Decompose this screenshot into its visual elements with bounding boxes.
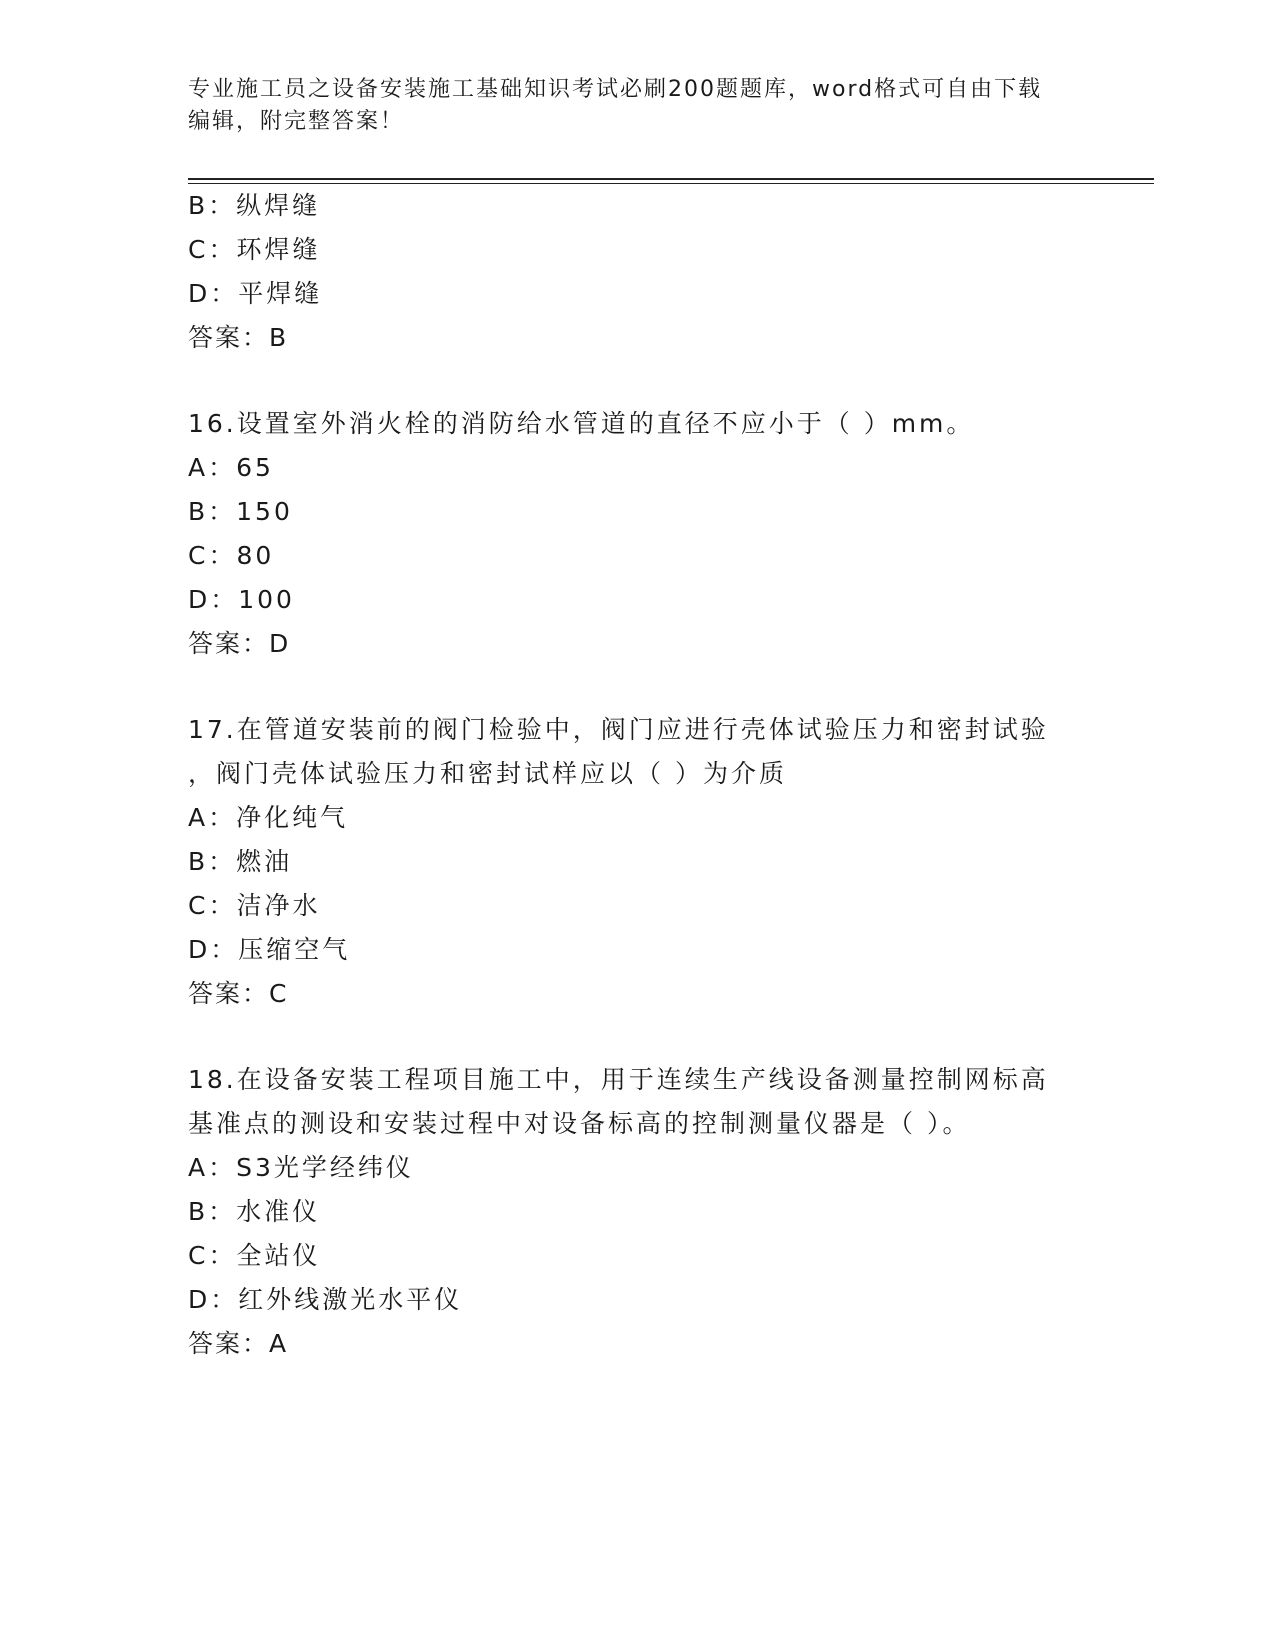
q17-answer: 答案：C bbox=[188, 979, 289, 1008]
prev-option-d: D：平焊缝 bbox=[188, 279, 323, 308]
header-divider-thin bbox=[188, 183, 1154, 184]
q17-stem-line-1: 17.在管道安装前的阀门检验中，阀门应进行壳体试验压力和密封试验 bbox=[188, 715, 1049, 744]
q17-stem-line-2: ，阀门壳体试验压力和密封试样应以（ ）为介质 bbox=[188, 759, 787, 788]
q17-option-d: D：压缩空气 bbox=[188, 935, 351, 964]
q18-answer: 答案：A bbox=[188, 1329, 289, 1358]
q16-option-b: B：150 bbox=[188, 497, 293, 526]
q17-option-c: C：洁净水 bbox=[188, 891, 321, 920]
header-title-line-1: 专业施工员之设备安装施工基础知识考试必刷200题题库，word格式可自由下载 bbox=[188, 77, 1043, 102]
q16-answer: 答案：D bbox=[188, 629, 291, 658]
document-header bbox=[188, 74, 1068, 138]
q17-option-a: A：净化纯气 bbox=[188, 803, 349, 832]
header-title-line-2: 编辑，附完整答案！ bbox=[188, 109, 405, 134]
q18-stem-line-1: 18.在设备安装工程项目施工中，用于连续生产线设备测量控制网标高 bbox=[188, 1065, 1049, 1094]
q18-option-a: A：S3光学经纬仪 bbox=[188, 1153, 414, 1182]
header-divider-thick bbox=[188, 178, 1154, 180]
q16-option-c: C：80 bbox=[188, 541, 275, 570]
q18-option-c: C：全站仪 bbox=[188, 1241, 321, 1270]
prev-answer: 答案：B bbox=[188, 323, 289, 352]
q16-option-a: A：65 bbox=[188, 453, 274, 482]
q18-option-d: D：红外线激光水平仪 bbox=[188, 1285, 463, 1314]
q16-stem: 16.设置室外消火栓的消防给水管道的直径不应小于（ ）mm。 bbox=[188, 409, 975, 438]
prev-option-b: B：纵焊缝 bbox=[188, 191, 321, 220]
q18-stem-line-2: 基准点的测设和安装过程中对设备标高的控制测量仪器是（ ）。 bbox=[188, 1109, 971, 1138]
prev-option-c: C：环焊缝 bbox=[188, 235, 321, 264]
q16-option-d: D：100 bbox=[188, 585, 295, 614]
q18-option-b: B：水准仪 bbox=[188, 1197, 321, 1226]
q17-option-b: B：燃油 bbox=[188, 847, 293, 876]
